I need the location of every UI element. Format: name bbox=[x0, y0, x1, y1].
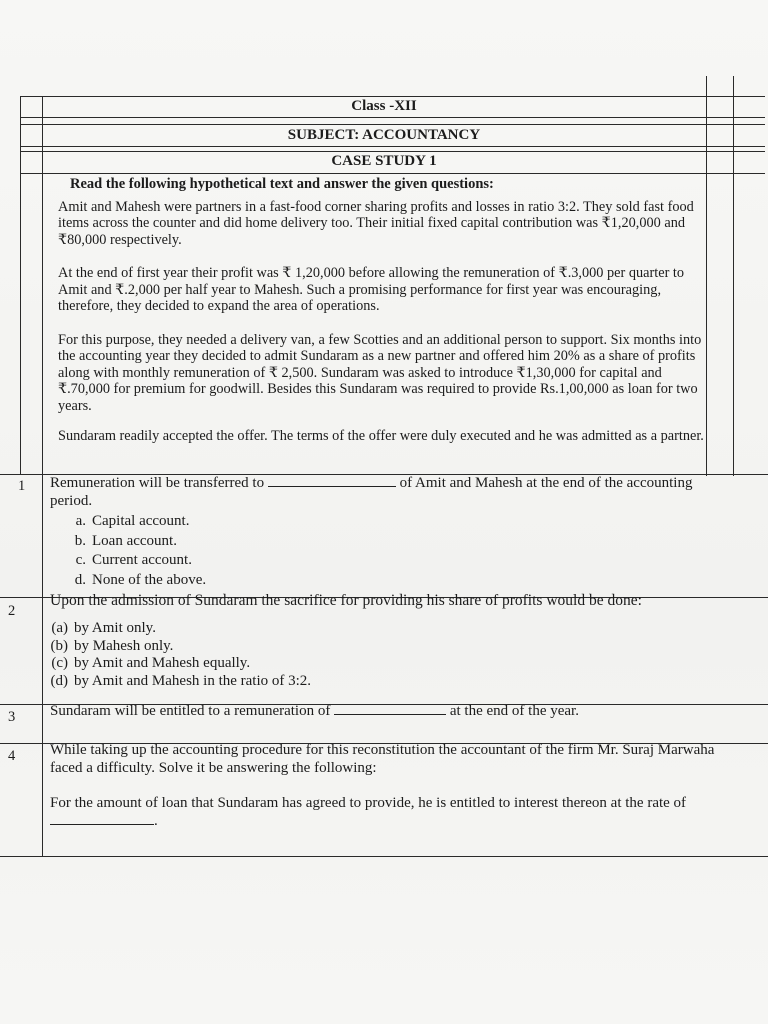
passage-paragraph: For this purpose, they needed a delivery van, a few Scotties and an additional person to support. Six months into the accounting year they decided to admit Sundaram as a new partner and offered him 20% as a share of profits along with monthly remuneration of ₹ 2,500. Sundaram was asked to introduce ₹1,30,000 for capital and ₹.70,000 for premium for goodwill. Besides this Sundaram was required to provide Rs.1,00,000 as loan for two years. bbox=[58, 331, 702, 414]
table-row-divider bbox=[20, 124, 765, 125]
question-text-part: For the amount of loan that Sundaram has agreed to provide, he is entitled to interest thereon at the rate of bbox=[50, 795, 687, 811]
question-text-part: Remuneration will be transferred to bbox=[50, 475, 265, 491]
table-column-divider bbox=[42, 96, 43, 856]
answer-blank[interactable] bbox=[50, 824, 154, 825]
option-label: a. bbox=[75, 513, 86, 529]
option-label: (a) bbox=[51, 620, 68, 636]
option-item[interactable] bbox=[60, 571, 730, 591]
option-item[interactable] bbox=[60, 512, 730, 532]
option-text: by Amit and Mahesh equally. bbox=[74, 655, 251, 671]
question-1 bbox=[50, 474, 730, 590]
option-item[interactable] bbox=[42, 655, 730, 673]
options-list bbox=[42, 620, 730, 690]
question-number: 1 bbox=[18, 478, 26, 494]
option-text: Loan account. bbox=[92, 532, 177, 549]
question-2 bbox=[50, 592, 730, 690]
option-text: Capital account. bbox=[92, 513, 190, 529]
table-border-top bbox=[20, 96, 765, 97]
option-label: c. bbox=[75, 552, 86, 568]
question-text: While taking up the accounting procedure for this reconstitution the accountant of the firm Mr. Suraj Marwaha faced a difficulty. Solve it be answering the following: bbox=[50, 742, 715, 776]
question-text-part: . bbox=[154, 813, 158, 829]
option-label: (d) bbox=[50, 672, 68, 689]
option-text: None of the above. bbox=[92, 571, 207, 588]
question-text bbox=[50, 702, 730, 720]
question-text: Upon the admission of Sundaram the sacrifice for providing his share of profits would be done: bbox=[50, 592, 642, 609]
option-item[interactable] bbox=[60, 532, 730, 552]
option-label: (c) bbox=[51, 655, 68, 671]
table-border-bottom bbox=[0, 856, 768, 857]
passage-paragraph: Sundaram readily accepted the offer. The terms of the offer were duly executed and he was admitted as a partner. bbox=[58, 428, 704, 444]
question-4 bbox=[50, 741, 730, 830]
option-item[interactable] bbox=[42, 638, 730, 656]
question-text-part: at the end of the year. bbox=[449, 703, 579, 719]
question-number: 2 bbox=[8, 603, 16, 619]
class-title: Class -XII bbox=[351, 98, 417, 114]
table-row-divider bbox=[20, 173, 765, 174]
question-text-part: of Amit and Mahesh at the end of the accounting period. bbox=[50, 475, 693, 509]
option-label: d. bbox=[74, 571, 86, 588]
passage-paragraph: At the end of first year their profit was ₹ 1,20,000 before allowing the remuneration of ₹.3,000 per quarter to Amit and ₹.2,000 per half year to Mahesh. Such a promising performance for first year was encouraging, therefore, they decided to expand the area of operations. bbox=[58, 265, 685, 314]
question-text-part: Sundaram will be entitled to a remuneration of bbox=[50, 703, 331, 719]
option-label: b. bbox=[74, 532, 86, 549]
question-subtext bbox=[50, 794, 730, 830]
option-item[interactable] bbox=[42, 620, 730, 638]
case-study-title: CASE STUDY 1 bbox=[331, 153, 437, 169]
table-row-divider bbox=[20, 151, 765, 152]
option-text: by Mahesh only. bbox=[74, 637, 174, 654]
option-text: Current account. bbox=[92, 552, 192, 568]
question-number: 4 bbox=[8, 748, 16, 764]
option-text: by Amit and Mahesh in the ratio of 3:2. bbox=[74, 672, 312, 689]
table-row-divider bbox=[20, 146, 765, 147]
options-list bbox=[60, 512, 730, 590]
option-text: by Amit only. bbox=[74, 620, 156, 636]
table-row-divider bbox=[20, 117, 765, 118]
passage-heading: Read the following hypothetical text and answer the given questions: bbox=[70, 176, 494, 192]
subject-title: SUBJECT: ACCOUNTANCY bbox=[287, 127, 481, 143]
option-item[interactable] bbox=[60, 551, 730, 571]
passage-paragraph: Amit and Mahesh were partners in a fast-food corner sharing profits and losses in ratio 3:2. They sold fast food items across the counter and did home delivery too. Their initial fixed capital contribution was ₹1,20,000 and ₹80,000 respectively. bbox=[58, 198, 694, 248]
case-passage bbox=[58, 176, 708, 445]
answer-blank[interactable] bbox=[334, 714, 446, 715]
option-label: (b) bbox=[50, 637, 68, 654]
option-item[interactable] bbox=[42, 673, 730, 691]
answer-blank[interactable] bbox=[268, 486, 396, 487]
question-text bbox=[50, 474, 730, 510]
question-number: 3 bbox=[8, 709, 16, 725]
question-3 bbox=[50, 702, 730, 720]
